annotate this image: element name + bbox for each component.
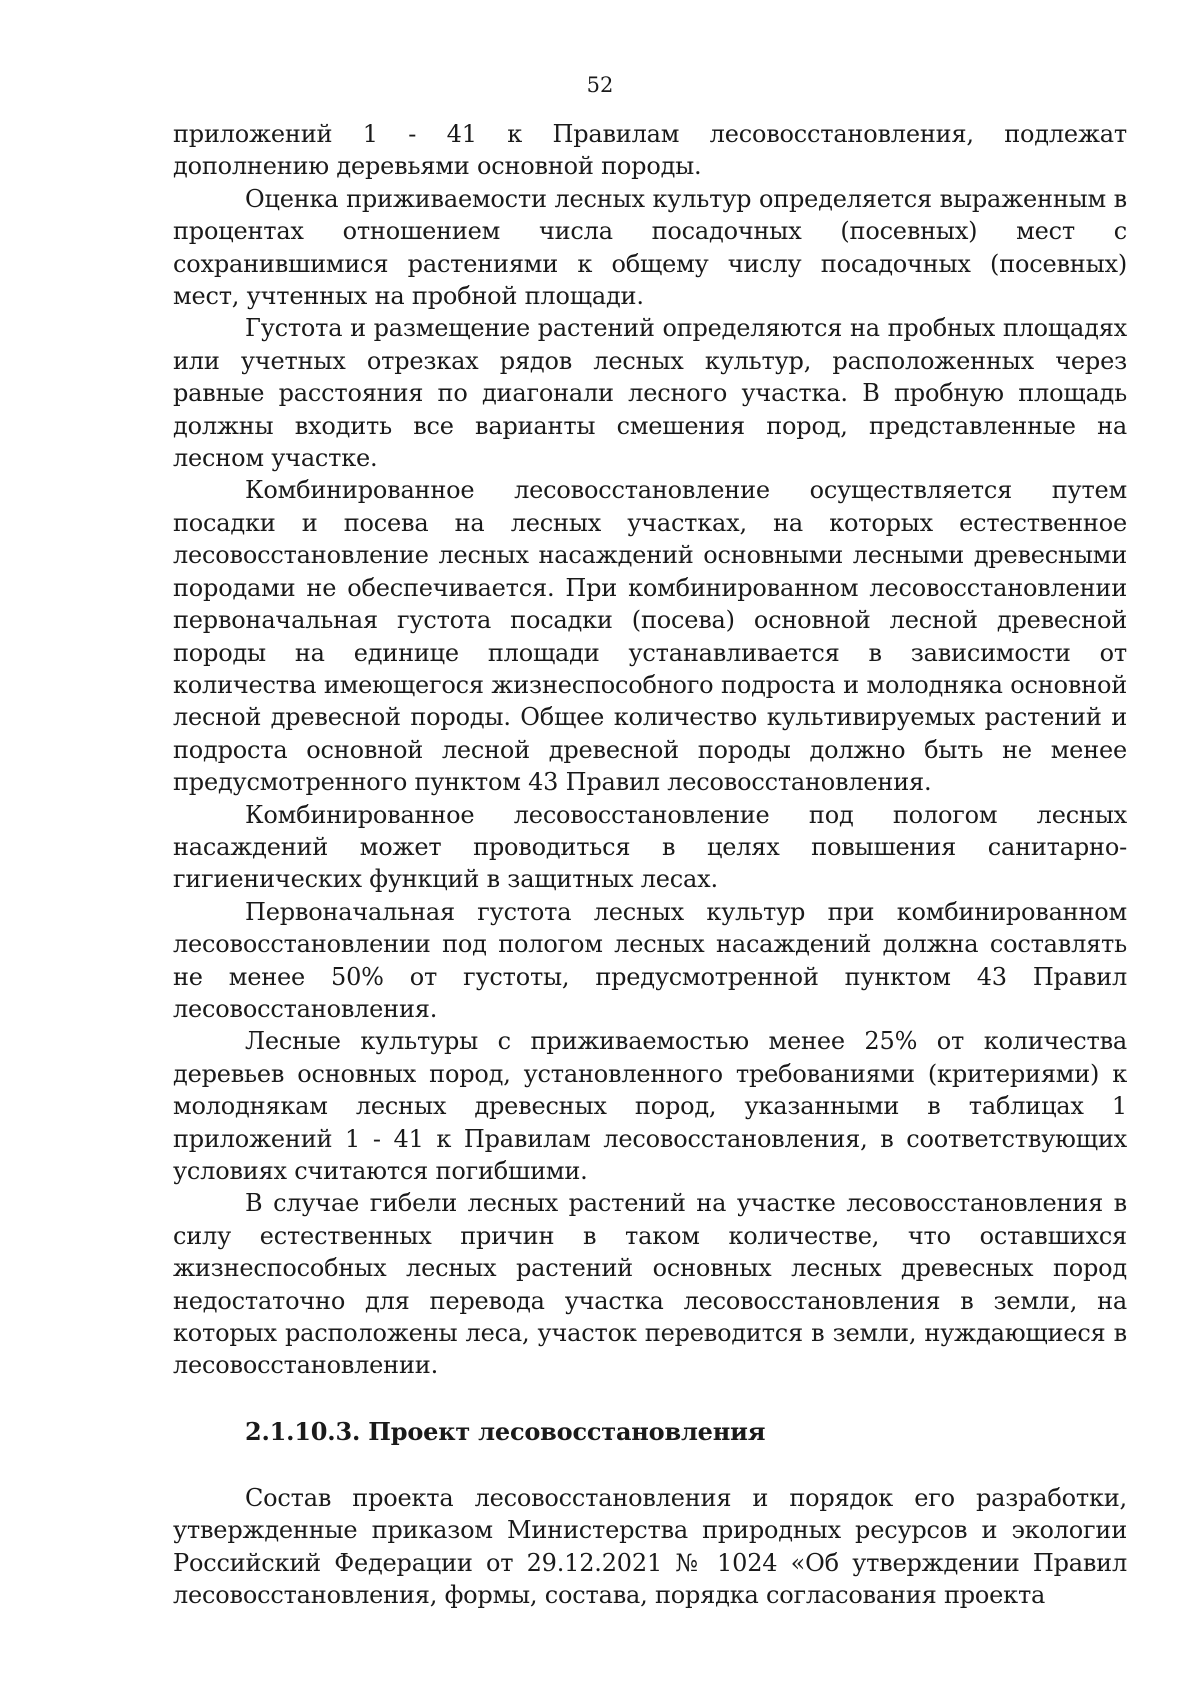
paragraph: Оценка приживаемости лесных культур определяется выраженным в процентах отношением числа посадочных (посевных) мест с сохранившимися растениями к общему числу посадочных (посевных) мест, учтенных на пробной площади. <box>173 184 1127 311</box>
paragraph: Комбинированное лесовосстановление под пологом лесных насаждений может проводиться в целях повышения санитарно-гигиенических функций в защитных лесах. <box>173 800 1127 894</box>
page-number: 52 <box>586 73 614 97</box>
paragraph: Лесные культуры с приживаемостью менее 25% от количества деревьев основных пород, установленного требованиями (критериями) к молоднякам лесных древесных пород, указанными в таблицах 1 приложений 1 - 41 к Правилам лесовосстановления, в соответствующих условиях считаются погибшими. <box>173 1027 1127 1185</box>
paragraph: В случае гибели лесных растений на участке лесовосстановления в силу естественных причин в таком количестве, что оставшихся жизнеспособных лесных растений основных лесных древесных пород недостаточно для перевода участка лесовосстановления в земли, на которых расположены леса, участок переводится в земли, нуждающиеся в лесовосстановлении. <box>173 1189 1127 1380</box>
paragraph: Первоначальная густота лесных культур при комбинированном лесовосстановлении под пологом лесных насаждений должна составлять не менее 50% от густоты, предусмотренной пунктом 43 Правил лесовосстановления. <box>173 897 1127 1023</box>
paragraph: Густота и размещение растений определяются на пробных площадях или учетных отрезках рядов лесных культур, расположенных через равные расстояния по диагонали лесного участка. В пробную площадь должны входить все варианты смешения пород, представленные на лесном участке. <box>173 314 1127 473</box>
document-body <box>173 118 1127 1611</box>
section-heading: 2.1.10.3. Проект лесовосстановления <box>245 1416 766 1446</box>
paragraph: Комбинированное лесовосстановление осуществляется путем посадки и посева на лесных участках, на которых естественное лесовосстановление лесных насаждений основными лесными древесными породами не обеспечивается. При комбинированном лесовосстановлении первоначальная густота посадки (посева) основной лесной древесной породы на единице площади устанавливается в зависимости от количества имеющегося жизнеспособного подроста и молодняка основной лесной древесной породы. Общее количество культивируемых растений и подроста основной лесной древесной породы должно быть не менее предусмотренного пунктом 43 Правил лесовосстановления. <box>173 476 1127 797</box>
paragraph-continuation: приложений 1 - 41 к Правилам лесовосстановления, подлежат дополнению деревьями основной породы. <box>173 120 1127 181</box>
paragraph-final: Состав проекта лесовосстановления и порядок его разработки, утвержденные приказом Министерства природных ресурсов и экологии Российский Федерации от 29.12.2021 № 1024 «Об утверждении Правил лесовосстановления, формы, состава, порядка согласования проекта <box>173 1483 1127 1610</box>
